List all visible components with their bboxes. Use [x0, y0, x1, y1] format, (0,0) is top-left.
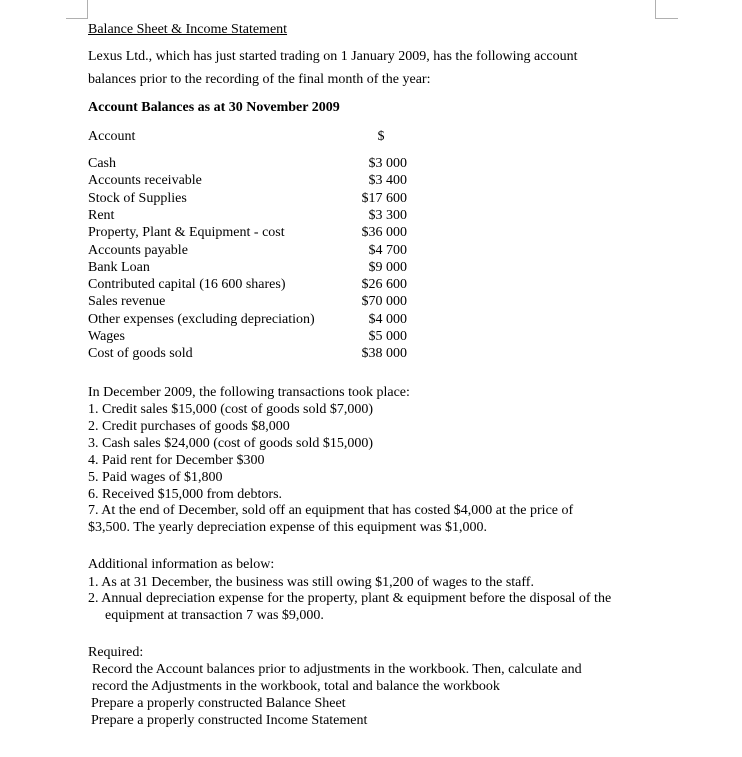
account-amount: $3 000: [368, 156, 407, 171]
required-line: Record the Account balances prior to adjustments in the workbook. Then, calculate and: [92, 662, 582, 677]
intro-line: balances prior to the recording of the final month of the year:: [88, 72, 431, 87]
intro-line: Lexus Ltd., which has just started trading on 1 January 2009, has the following account: [88, 49, 578, 64]
document-title: Balance Sheet & Income Statement: [88, 22, 288, 37]
transaction-line: 3. Cash sales $24,000 (cost of goods sold $15,000): [88, 435, 374, 451]
transaction-line: $3,500. The yearly depreciation expense of this equipment was $1,000.: [88, 520, 488, 536]
account-amount: $36 000: [361, 225, 407, 241]
account-name: Cost of goods sold: [88, 346, 193, 362]
account-amount: $3 300: [368, 207, 407, 223]
transaction-line: 1. Credit sales $15,000 (cost of goods sold $7,000): [88, 402, 374, 417]
column-header-account: Account: [88, 129, 136, 144]
required-line: record the Adjustments in the workbook, total and balance the workbook: [92, 679, 500, 694]
column-header-amount: $: [377, 129, 385, 144]
required-line: Prepare a properly constructed Balance Sheet: [91, 696, 346, 711]
transaction-line: 4. Paid rent for December $300: [88, 452, 265, 468]
required-heading: Required:: [88, 645, 144, 660]
account-amount: $17 600: [361, 190, 407, 206]
transactions-heading: In December 2009, the following transactions took place:: [88, 385, 410, 400]
transaction-line: 6. Received $15,000 from debtors.: [88, 486, 283, 502]
account-name: Other expenses (excluding depreciation): [88, 311, 315, 327]
account-amount: $4 700: [368, 242, 407, 258]
account-name: Accounts receivable: [88, 173, 202, 189]
account-name: Rent: [88, 207, 115, 223]
required-line: Prepare a properly constructed Income Statement: [91, 713, 368, 728]
account-amount: $38 000: [361, 346, 407, 362]
account-amount: $3 400: [368, 173, 407, 189]
additional-line: equipment at transaction 7 was $9,000.: [105, 608, 324, 623]
account-name: Property, Plant & Equipment - cost: [88, 225, 285, 241]
additional-line: 1. As at 31 December, the business was still owing $1,200 of wages to the staff.: [88, 575, 534, 590]
account-amount: $26 600: [361, 277, 407, 293]
additional-heading: Additional information as below:: [88, 557, 275, 572]
account-amount: $4 000: [368, 311, 407, 327]
account-name: Sales revenue: [88, 294, 166, 310]
transaction-line: 5. Paid wages of $1,800: [88, 469, 223, 485]
account-name: Bank Loan: [88, 259, 150, 275]
transaction-line: 2. Credit purchases of goods $8,000: [88, 418, 290, 434]
margin-corner-top-left: [66, 0, 88, 19]
account-amount: $5 000: [368, 329, 407, 344]
account-amount: $9 000: [368, 259, 407, 275]
account-name: Stock of Supplies: [88, 190, 187, 206]
account-name: Accounts payable: [88, 242, 188, 258]
account-name: Contributed capital (16 600 shares): [88, 277, 286, 293]
transaction-line: 7. At the end of December, sold off an equipment that has costed $4,000 at the price of: [88, 503, 574, 519]
margin-corner-top-right: [655, 0, 678, 19]
account-name: Cash: [88, 156, 116, 171]
account-amount: $70 000: [361, 294, 407, 310]
balances-heading: Account Balances as at 30 November 2009: [88, 100, 340, 115]
additional-line: 2. Annual depreciation expense for the property, plant & equipment before the disposal of the: [88, 591, 612, 606]
account-name: Wages: [88, 329, 125, 344]
